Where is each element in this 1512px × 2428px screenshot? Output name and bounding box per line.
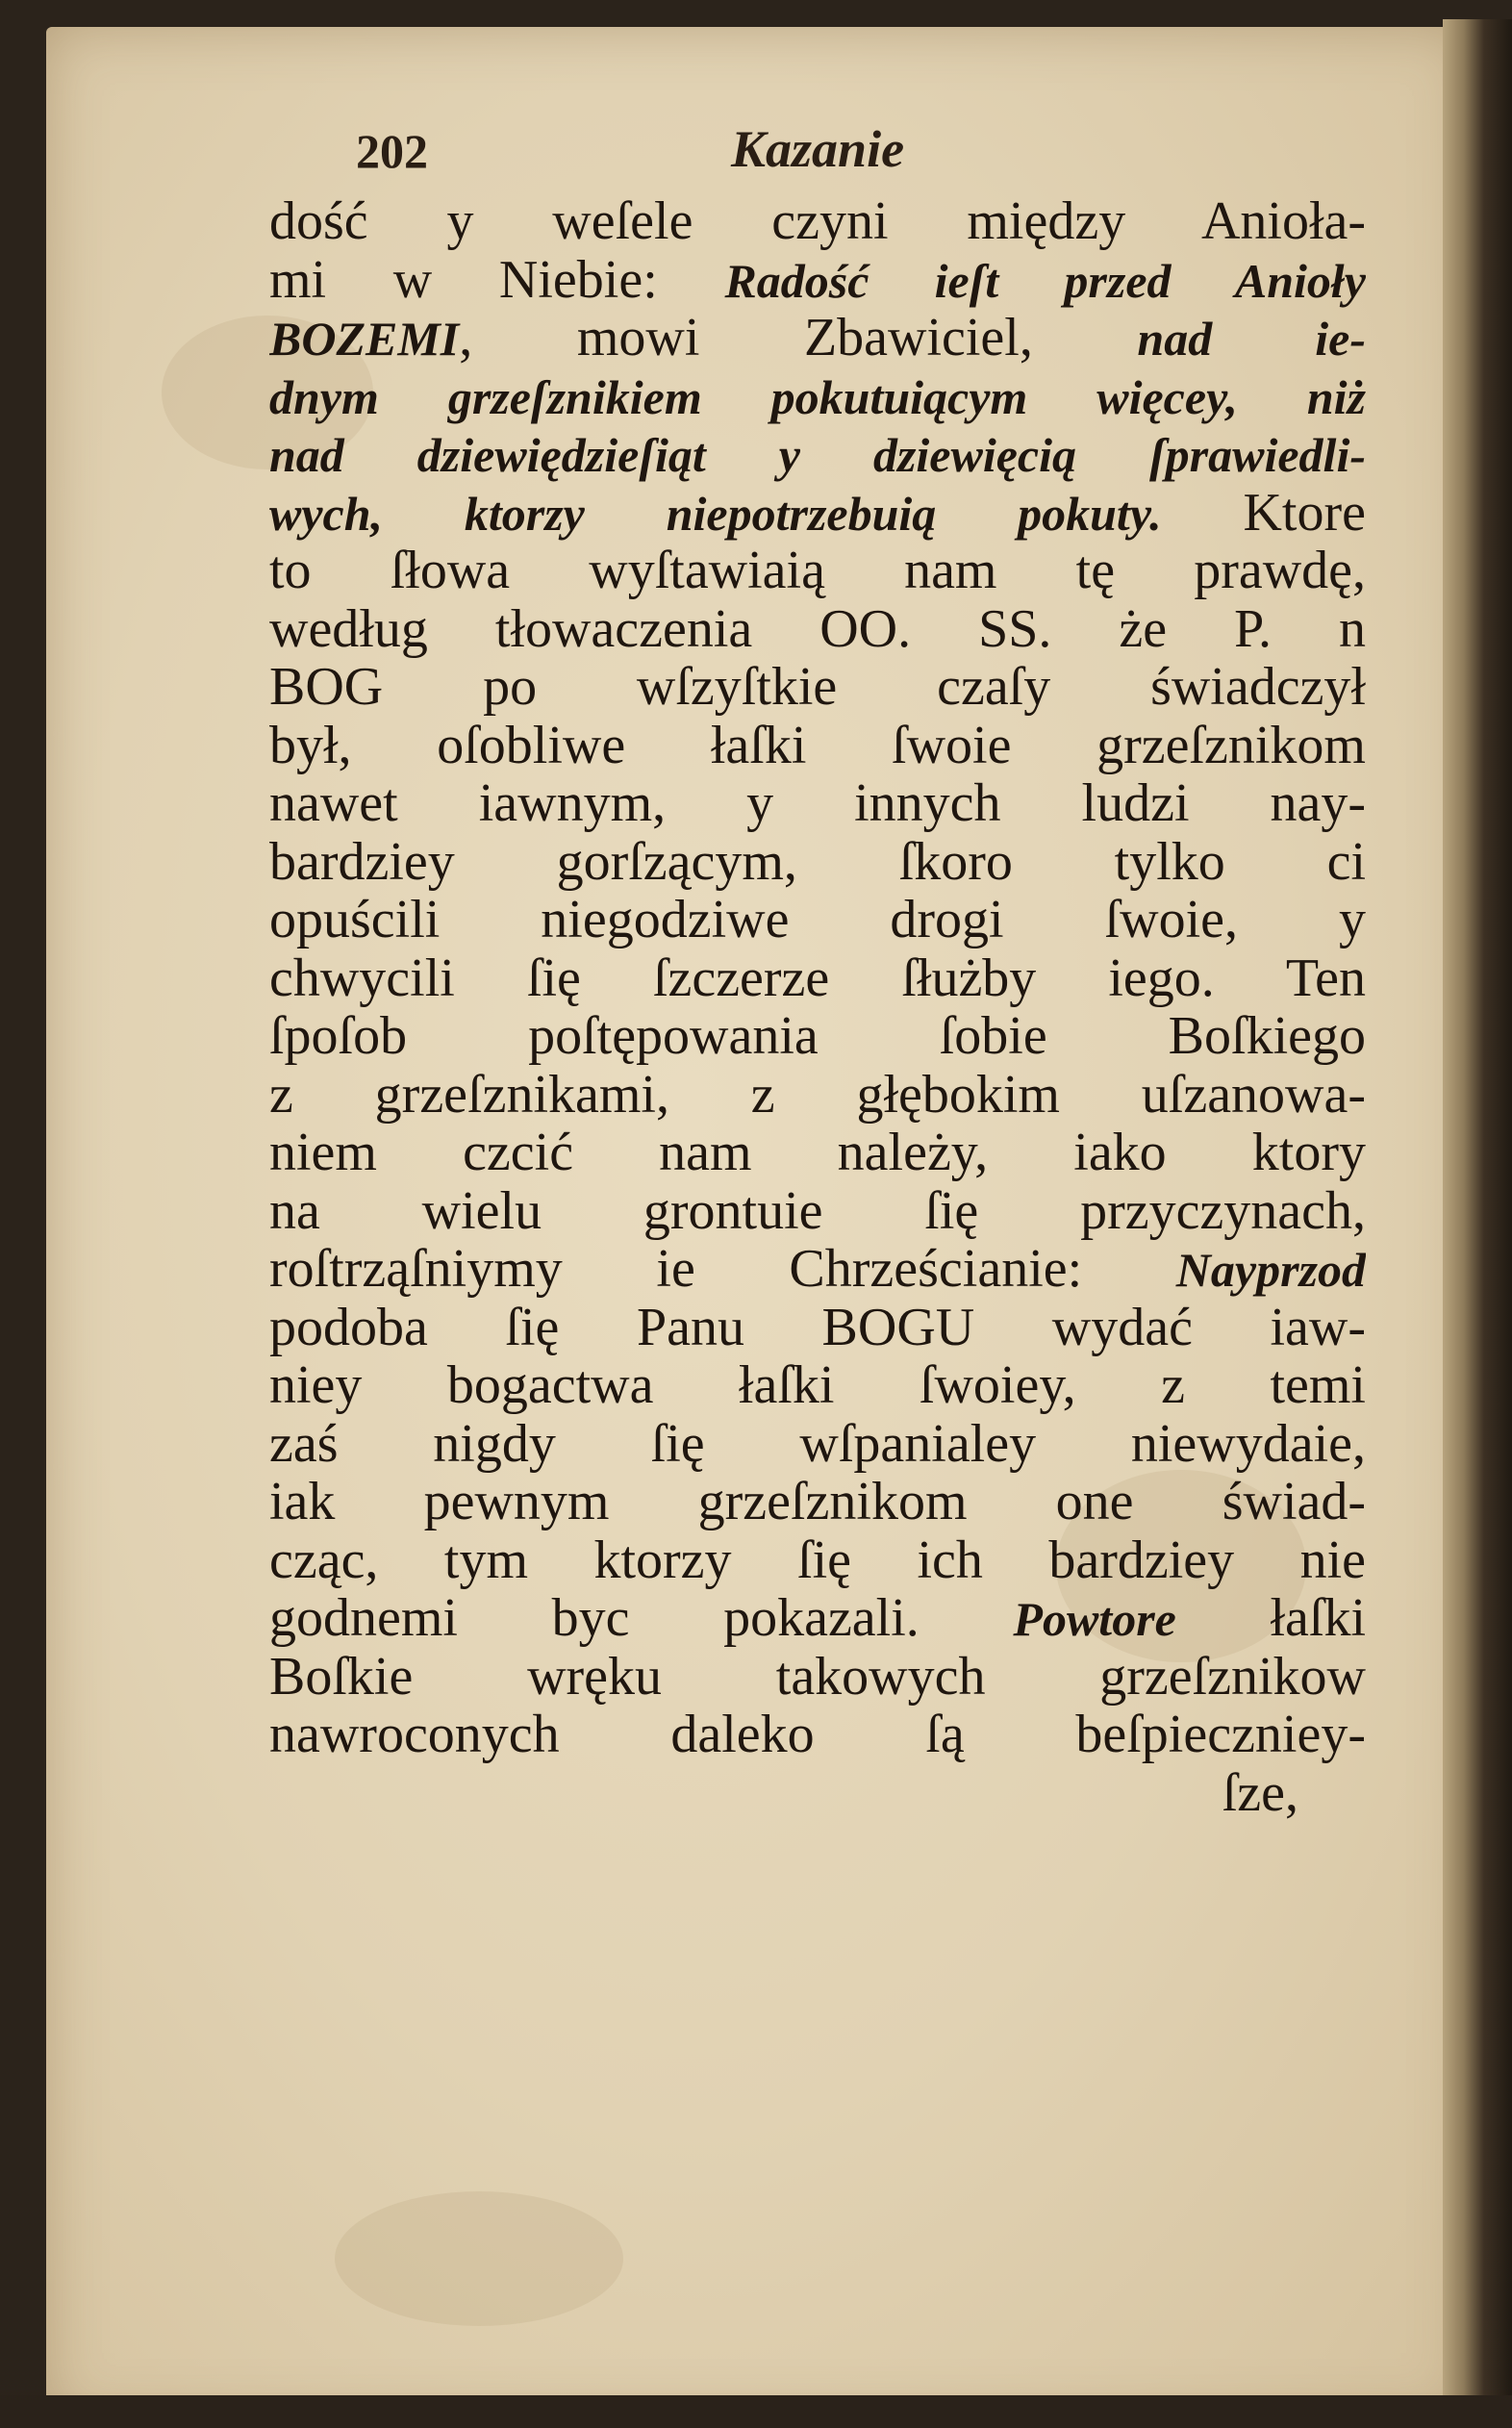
text-line: [269, 774, 1366, 833]
text-line: [269, 1182, 1366, 1241]
text-line: [269, 309, 1366, 367]
text-segment: to ſłowa wyſtawiaią nam tę prawdę,: [269, 542, 1366, 600]
text-line: [269, 192, 1366, 251]
text-segment: zaś nigdy ſię wſpanialey niewydaie,: [269, 1414, 1366, 1473]
text-line: [269, 949, 1366, 1008]
italic-text-segment: Powtore: [1013, 1592, 1176, 1646]
italic-text-segment: Radość ieſt przed Anioły: [724, 253, 1366, 308]
text-line: [269, 1531, 1366, 1590]
text-line: [269, 484, 1366, 543]
page-header: [289, 115, 1347, 183]
text-segment: dość y weſele czyni między Anioła-: [269, 192, 1366, 251]
text-segment: BOG po wſzyſtkie czaſy świadczył: [269, 658, 1366, 717]
paper-stain: [335, 2191, 623, 2326]
scan-background: [0, 2395, 1512, 2428]
text-line: [269, 891, 1366, 949]
body-text: [269, 192, 1366, 1822]
italic-text-segment: Nayprzod: [1175, 1243, 1366, 1297]
text-line: [269, 833, 1366, 892]
italic-text-segment: dnym grzeſznikiem pokutuiącym więcey, niż: [269, 369, 1366, 424]
text-line: [269, 600, 1366, 659]
text-segment: opuścili niegodziwe drogi ſwoie, y: [269, 891, 1366, 949]
text-segment: niey bogactwa łaſki ſwoiey, z temi: [269, 1356, 1366, 1415]
text-segment: ſze,: [1222, 1763, 1298, 1822]
text-segment: iak pewnym grzeſznikom one świad-: [269, 1473, 1366, 1531]
text-line: [269, 1415, 1366, 1474]
text-segment: Ktore: [1243, 483, 1366, 542]
text-segment: z grzeſznikami, z głębokim uſzanowa-: [269, 1065, 1366, 1124]
text-line: [269, 1066, 1366, 1125]
text-line: [269, 1356, 1366, 1415]
text-segment: był, oſobliwe łaſki ſwoie grzeſznikom: [269, 716, 1366, 774]
italic-text-segment: wych, ktorzy niepotrzebuią pokuty.: [269, 486, 1244, 541]
text-segment: podoba ſię Panu BOGU wydać iaw-: [269, 1298, 1366, 1356]
text-segment: , mowi Zbawiciel,: [459, 309, 1138, 367]
text-line: [269, 1706, 1366, 1764]
text-segment: według tłowaczenia OO. SS. że P. n: [269, 599, 1366, 658]
text-segment: łaſki: [1175, 1589, 1366, 1648]
text-segment: ſpoſob poſtępowania ſobie Boſkiego: [269, 1007, 1366, 1066]
text-line: [269, 367, 1366, 426]
book-edge: [1443, 19, 1512, 2428]
text-line: [269, 1299, 1366, 1357]
text-segment: cząc, tym ktorzy ſię ich bardziey nie: [269, 1530, 1366, 1589]
text-line: [269, 542, 1366, 600]
text-segment: nawroconych daleko ſą beſpieczniey-: [269, 1706, 1366, 1764]
text-segment: nawet iawnym, y innych ludzi nay-: [269, 774, 1366, 833]
italic-text-segment: nad dziewiędzieſiąt y dziewięcią ſprawiedli-: [269, 428, 1366, 482]
text-segment: na wielu grontuie ſię przyczynach,: [269, 1181, 1366, 1240]
text-line: [269, 717, 1366, 775]
italic-text-segment: BOZEMI: [269, 312, 460, 366]
text-segment: godnemi byc pokazali.: [269, 1589, 1014, 1648]
italic-text-segment: nad ie-: [1137, 312, 1366, 366]
text-segment: roſtrząſniymy ie Chrześcianie:: [269, 1240, 1176, 1299]
text-line: [269, 1589, 1366, 1648]
text-segment: Boſkie wręku takowych grzeſznikow: [269, 1647, 1366, 1706]
text-segment: chwycili ſię ſzczerze ſłużby iego. Ten: [269, 948, 1366, 1007]
text-line: [269, 425, 1366, 484]
text-line: [269, 1764, 1366, 1823]
text-segment: niem czcić nam należy, iako ktory: [269, 1124, 1366, 1182]
running-head: Kazanie: [731, 120, 905, 178]
text-line: [269, 1240, 1366, 1299]
text-line: [269, 1124, 1366, 1182]
text-line: [269, 1473, 1366, 1531]
text-line: [269, 1648, 1366, 1707]
text-line: [269, 658, 1366, 717]
text-segment: bardziey gorſzącym, ſkoro tylko ci: [269, 832, 1366, 891]
text-segment: mi w Niebie:: [269, 250, 725, 309]
page-number: 202: [356, 124, 428, 178]
text-line: [269, 1007, 1366, 1066]
text-line: [269, 251, 1366, 310]
